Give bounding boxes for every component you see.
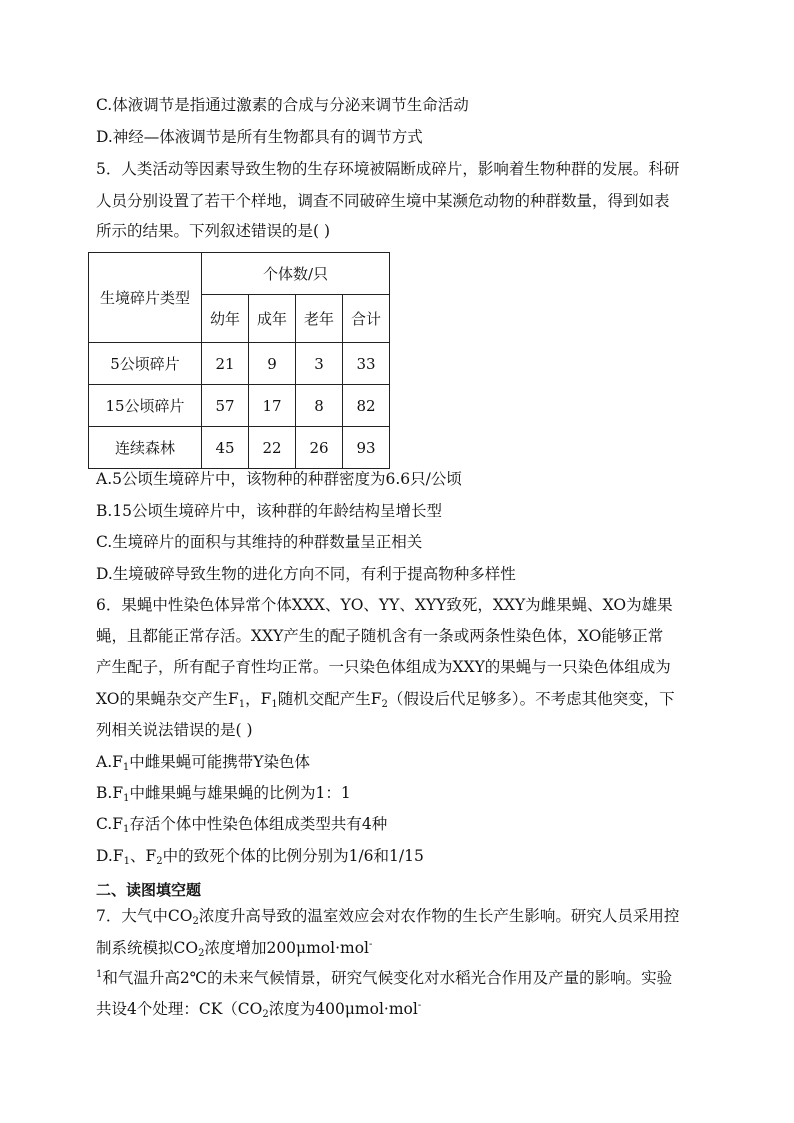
table-row: [89, 427, 390, 469]
question-5-option-c: C.生境碎片的面积与其维持的种群数量呈正相关: [96, 533, 423, 551]
question-7-line-2: 制系统模拟$CO_2$浓度增加200μmol·mol-: [96, 939, 373, 960]
table-col-juvenile: 幼年: [202, 295, 249, 343]
question-5-option-b: B.15公顷生境碎片中，该种群的年龄结构呈增长型: [96, 502, 443, 520]
question-6-line-2: 蝇，且都能正常存活。XXY产生的配子随机含有一条或两条性染色体，XO能够正常: [96, 627, 664, 645]
row-type: 15公顷碎片: [89, 385, 202, 427]
question-5-line-2: 人员分别设置了若干个样地，调查不同破碎生境中某濒危动物的种群数量，得到如表: [96, 192, 670, 210]
cell: 82: [343, 385, 390, 427]
table-row: [89, 385, 390, 427]
cell: 9: [249, 343, 296, 385]
cell: 17: [249, 385, 296, 427]
table-col-total: 合计: [343, 295, 390, 343]
cell: 57: [202, 385, 249, 427]
cell: 8: [296, 385, 343, 427]
question-6-line-3: 产生配子，所有配子育性均正常。一只染色体组成为XXY的果蝇与一只染色体组成为: [96, 658, 671, 676]
option-d-prev: D.神经—体液调节是所有生物都具有的调节方式: [96, 128, 423, 146]
cell: 22: [249, 427, 296, 469]
table-header-type: 生境碎片类型: [89, 253, 202, 343]
question-6-line-5: 列相关说法错误的是( ): [96, 721, 253, 739]
question-7-line-1: 7．大气中$CO_2$浓度升高导致的温室效应会对农作物的生长产生影响。研究人员采用控: [96, 907, 680, 927]
section-heading: 二、读图填空题: [96, 881, 202, 899]
cell: 45: [202, 427, 249, 469]
question-5-option-d: D.生境破碎导致生物的进化方向不同，有利于提高物种多样性: [96, 565, 516, 583]
table-row: [89, 343, 390, 385]
question-6-option-d: $D.F_1$、$F_2$中的致死个体的比例分别为1/6和1/15: [96, 847, 424, 867]
table-col-adult: 成年: [249, 295, 296, 343]
cell: 93: [343, 427, 390, 469]
cell: 26: [296, 427, 343, 469]
question-5-option-a: A.5公顷生境碎片中，该物种的种群密度为6.6只/公顷: [96, 470, 462, 488]
question-6-line-4: XO的果蝇杂交产生$F_1$，$F_1$随机交配产生$F_2$（假设后代足够多）。不考虑其他突变，下: [96, 690, 675, 710]
question-6-line-1: 6．果蝇中性染色体异常个体XXX、YO、YY、XYY致死，XXY为雌果蝇、XO为雄果: [96, 596, 673, 614]
cell: 21: [202, 343, 249, 385]
question-6-option-a: $A.F_1$中雌果蝇可能携带Y染色体: [96, 753, 310, 773]
cell: 3: [296, 343, 343, 385]
option-c-prev: C.体液调节是指通过激素的合成与分泌来调节生命活动: [96, 96, 469, 114]
question-7-line-4: 共设4个处理：$CK(CO_2$浓度为400μmol·mol-: [96, 1000, 422, 1021]
question-6-option-c: $C.F_1$存活个体中性染色体组成类型共有4种: [96, 815, 388, 835]
question-5-line-3: 所示的结果。下列叙述错误的是( ): [96, 222, 331, 240]
question-5-line-1: 5．人类活动等因素导致生物的生存环境被隔断成碎片，影响着生物种群的发展。科研: [96, 160, 680, 178]
question-6-option-b: $B.F_1$中雌果蝇与雄果蝇的比例为1：1: [96, 784, 351, 804]
row-type: 5公顷碎片: [89, 343, 202, 385]
question-7-line-3: $^1$和气温升高2℃的未来气候情景，研究气候变化对水稻光合作用及产量的影响。实验: [96, 969, 673, 988]
table-col-old: 老年: [296, 295, 343, 343]
row-type: 连续森林: [89, 427, 202, 469]
table-header-group: 个体数/只: [202, 253, 390, 295]
cell: 33: [343, 343, 390, 385]
population-table: [88, 252, 390, 469]
